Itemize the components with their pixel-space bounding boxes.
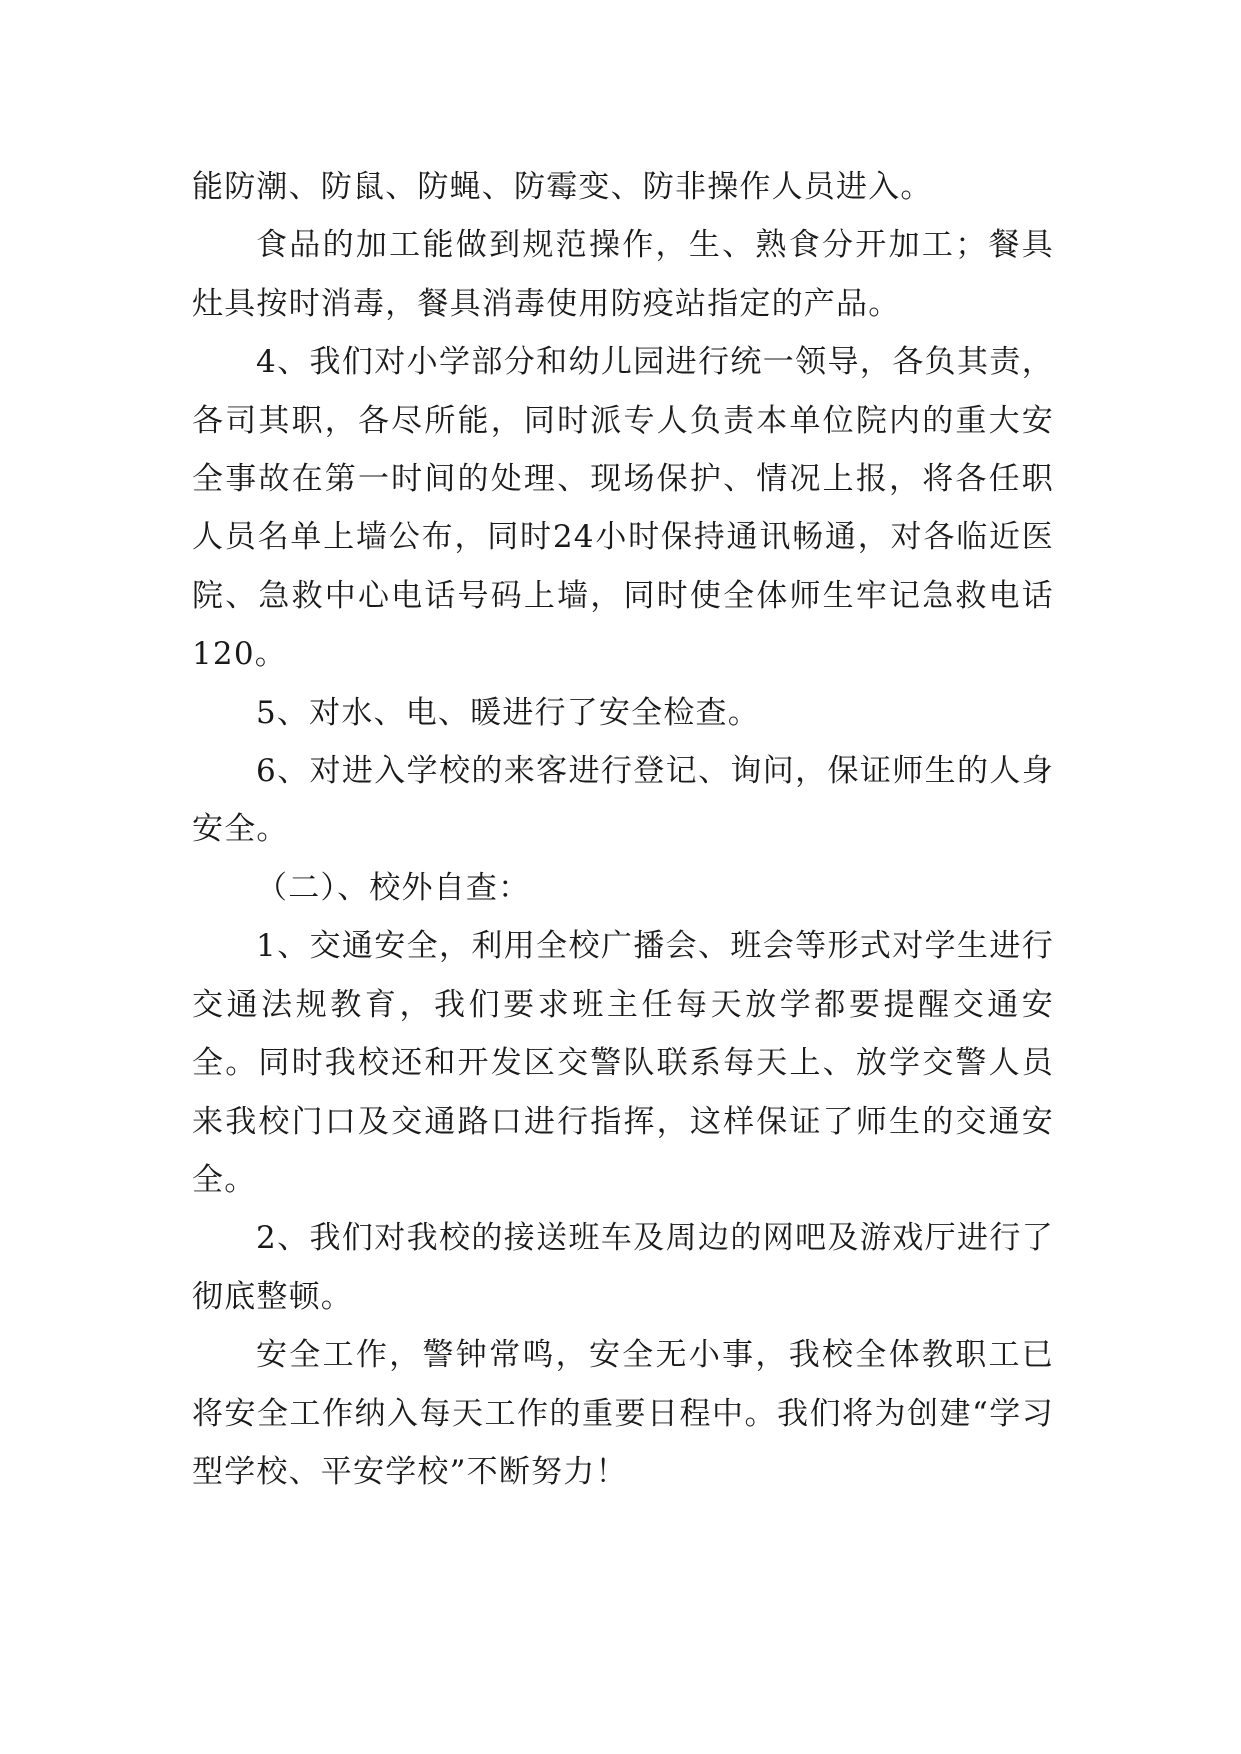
document-body xyxy=(192,158,1054,1501)
section-heading-offcampus: （二）、校外自查： xyxy=(256,869,531,906)
paragraph-continuation: 能防潮、防鼠、防蝇、防霉变、防非操作人员进入。 xyxy=(192,169,933,205)
paragraph-offcampus-item-1: 1、交通安全，利用全校广播会、班会等形式对学生进行交通法规教育，我们要求班主任每天放学都要提醒交通安全。同时我校还和开发区交警队联系每天上、放学交警人员来我校门口及交通路口进行指挥，这样保证了师生的交通安全。 xyxy=(192,928,1054,1198)
paragraph-item-5: 5、对水、电、暖进行了安全检查。 xyxy=(256,694,760,731)
paragraph-item-6: 6、对进入学校的来客进行登记、询问，保证师生的人身安全。 xyxy=(192,753,1054,848)
paragraph-item-4: 4、我们对小学部分和幼儿园进行统一领导，各负其责，各司其职，各尽所能，同时派专人负责本单位院内的重大安全事故在第一时间的处理、现场保护、情况上报，将各任职人员名单上墙公布，同时24小时保持通讯畅通，对各临近医院、急救中心电话号码上墙，同时使全体师生牢记急救电话120。 xyxy=(192,344,1054,673)
paragraph-food-processing: 食品的加工能做到规范操作，生、熟食分开加工；餐具灶具按时消毒，餐具消毒使用防疫站指定的产品。 xyxy=(192,227,1054,322)
paragraph-conclusion: 安全工作，警钟常鸣，安全无小事，我校全体教职工已将安全工作纳入每天工作的重要日程中。我们将为创建“学习型学校、平安学校”不断努力！ xyxy=(192,1337,1054,1490)
paragraph-offcampus-item-2: 2、我们对我校的接送班车及周边的网吧及游戏厅进行了彻底整顿。 xyxy=(192,1220,1054,1315)
